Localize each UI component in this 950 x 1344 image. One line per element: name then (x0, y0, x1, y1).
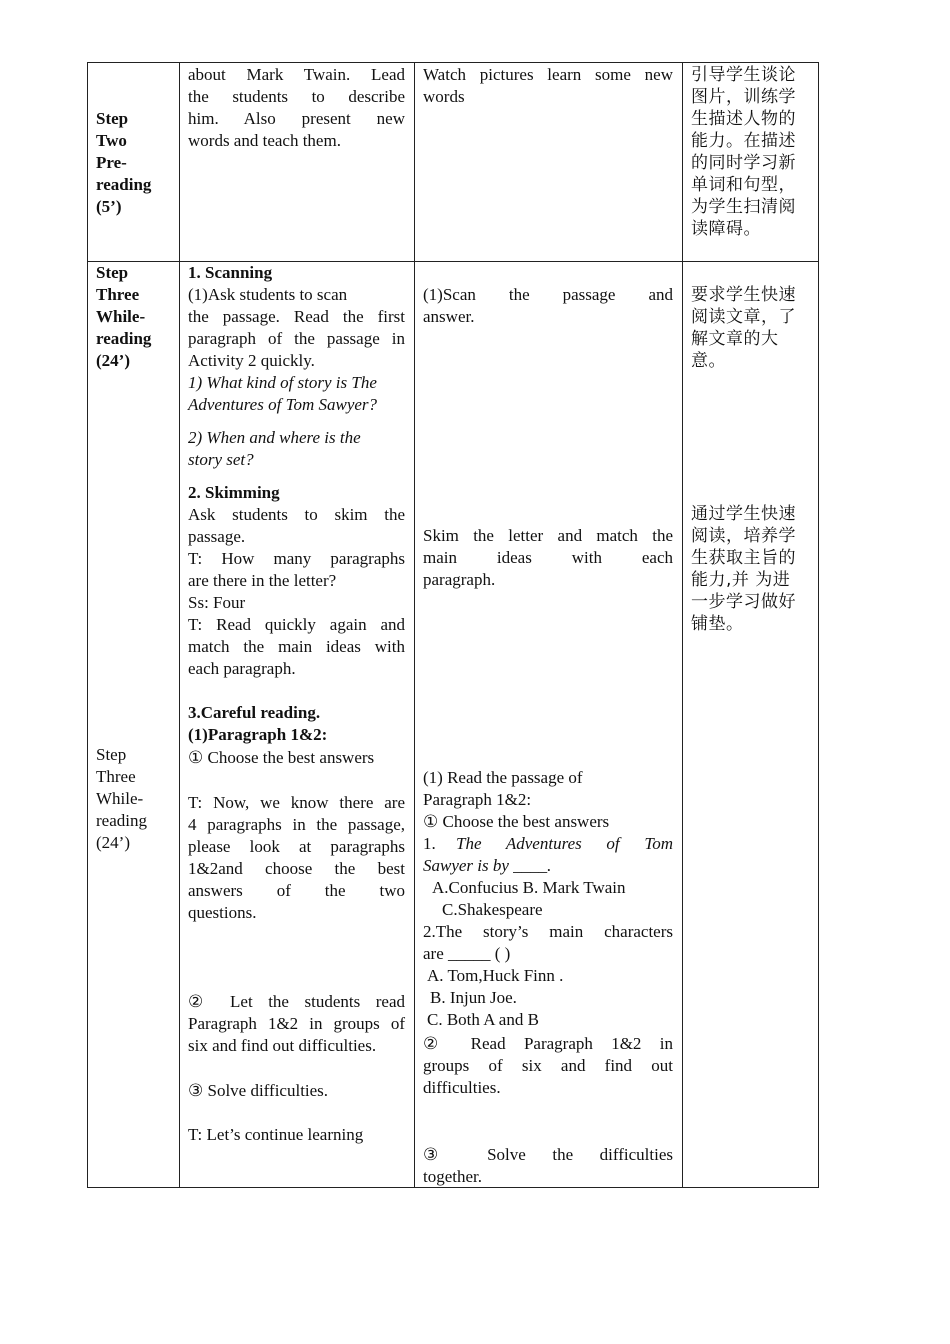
purpose-line: 阅读，培养学 (691, 526, 796, 546)
answer-option: C. Both A and B (427, 1010, 539, 1029)
section-heading: 3.Careful reading. (188, 703, 321, 722)
step-label: reading (96, 329, 152, 348)
question-line: 2) When and where is the (188, 428, 361, 447)
teacher-activity-line: passage. (188, 527, 246, 546)
student-activity-line: main ideas with each (423, 548, 673, 567)
question-line: 2.The story’s main characters (423, 922, 673, 941)
teacher-activity-line: T: Now, we know there are (188, 793, 405, 812)
teacher-activity-line: ① Choose the best answers (188, 748, 375, 767)
student-activity-line: (1)Scan the passage and (423, 285, 673, 304)
step-label: (24’) (96, 351, 130, 370)
section-heading: 2. Skimming (188, 483, 280, 502)
purpose-line: 通过学生快速 (691, 504, 796, 524)
step-label: reading (96, 175, 152, 194)
step-label: Two (96, 131, 127, 150)
step-label: (5’) (96, 197, 122, 216)
question-line: The Adventures of Tom (456, 834, 673, 853)
purpose-line: 解文章的大 (691, 329, 779, 349)
teacher-activity-line: ② Let the students read (188, 992, 405, 1011)
student-activity-line: paragraph. (423, 570, 496, 589)
teacher-activity-line: match the main ideas with (188, 637, 405, 656)
section-heading: 1. Scanning (188, 263, 273, 282)
question-line: story set? (188, 450, 254, 469)
step-label: Step (96, 109, 129, 128)
student-activity-line: (1) Read the passage of (423, 768, 583, 787)
step-label: Step (96, 745, 127, 764)
step-label: While- (96, 307, 146, 326)
teacher-activity-line: the students to describe (188, 87, 405, 106)
student-activity-line: Skim the letter and match the (423, 526, 673, 545)
answer-option: B. Injun Joe. (430, 988, 517, 1007)
question-number: 1. (423, 834, 436, 853)
step-label: While- (96, 789, 144, 808)
student-activity-line: together. (423, 1167, 483, 1186)
teacher-activity-line: Ss: Four (188, 593, 246, 612)
teacher-activity-line: T: Let’s continue learning (188, 1125, 364, 1144)
question-line: 1) What kind of story is The (188, 373, 377, 392)
student-activity-line: words (423, 87, 465, 106)
teacher-activity-line: Ask students to skim the (188, 505, 405, 524)
student-activity-line: answer. (423, 307, 475, 326)
student-activity-line: difficulties. (423, 1078, 501, 1097)
step-label: Step (96, 263, 129, 282)
teacher-activity-line: him. Also present new (188, 109, 405, 128)
purpose-line: 引导学生谈论 (691, 65, 796, 85)
purpose-line: 能力,并 为进 (691, 570, 791, 590)
step-label: (24’) (96, 833, 130, 852)
step-label: Pre- (96, 153, 127, 172)
teacher-activity-line: 1&2and choose the best (188, 859, 405, 878)
teacher-activity-line: are there in the letter? (188, 571, 337, 590)
answer-option: C.Shakespeare (442, 900, 543, 919)
purpose-line: 读障碍。 (691, 219, 761, 239)
answer-option: A.Confucius B. Mark Twain (432, 878, 626, 897)
purpose-line: 生描述人物的 (691, 109, 796, 129)
question-line: Adventures of Tom Sawyer? (188, 395, 378, 414)
teacher-activity-line: T: How many paragraphs (188, 549, 405, 568)
purpose-line: 图片，训练学 (691, 87, 796, 107)
teacher-activity-line: Activity 2 quickly. (188, 351, 315, 370)
purpose-line: 阅读文章，了 (691, 307, 796, 327)
purpose-line: 生获取主旨的 (691, 548, 796, 568)
student-activity-line: groups of six and find out (423, 1056, 673, 1075)
student-activity-line: ③ Solve the difficulties (423, 1145, 673, 1164)
answer-option: A. Tom,Huck Finn . (427, 966, 564, 985)
section-heading: (1)Paragraph 1&2: (188, 725, 328, 744)
purpose-line: 意。 (691, 351, 726, 371)
teacher-activity-line: about Mark Twain. Lead (188, 65, 405, 84)
student-activity-line: ① Choose the best answers (423, 812, 610, 831)
teacher-activity-line: words and teach them. (188, 131, 341, 150)
purpose-line: 要求学生快速 (691, 285, 796, 305)
purpose-line: 能力。在描述 (691, 131, 796, 151)
student-activity-line: Paragraph 1&2: (423, 790, 532, 809)
step-label: reading (96, 811, 147, 830)
teacher-activity-line: questions. (188, 903, 257, 922)
teacher-activity-line: the passage. Read the first (188, 307, 405, 326)
question-line: are _____ ( ) (423, 944, 511, 963)
teacher-activity-line: (1)Ask students to scan (188, 285, 348, 304)
student-activity-line: ② Read Paragraph 1&2 in (423, 1034, 673, 1053)
teacher-activity-line: paragraph of the passage in (188, 329, 405, 348)
purpose-line: 单词和句型， (691, 175, 796, 195)
teacher-activity-line: answers of the two (188, 881, 405, 900)
step-label: Three (96, 767, 136, 786)
teacher-activity-line: Paragraph 1&2 in groups of (188, 1014, 405, 1033)
purpose-line: 一步学习做好 (691, 592, 796, 612)
teacher-activity-line: six and find out difficulties. (188, 1036, 377, 1055)
purpose-line: 的同时学习新 (691, 153, 796, 173)
question-line: Sawyer is by ____. (423, 856, 552, 875)
teacher-activity-line: each paragraph. (188, 659, 296, 678)
teacher-activity-line: T: Read quickly again and (188, 615, 405, 634)
teacher-activity-line: 4 paragraphs in the passage, (188, 815, 405, 834)
purpose-line: 铺垫。 (691, 614, 744, 634)
step-label: Three (96, 285, 140, 304)
purpose-line: 为学生扫清阅 (691, 197, 796, 217)
teacher-activity-line: ③ Solve difficulties. (188, 1081, 329, 1100)
teacher-activity-line: please look at paragraphs (188, 837, 405, 856)
student-activity-line: Watch pictures learn some new (423, 65, 673, 84)
